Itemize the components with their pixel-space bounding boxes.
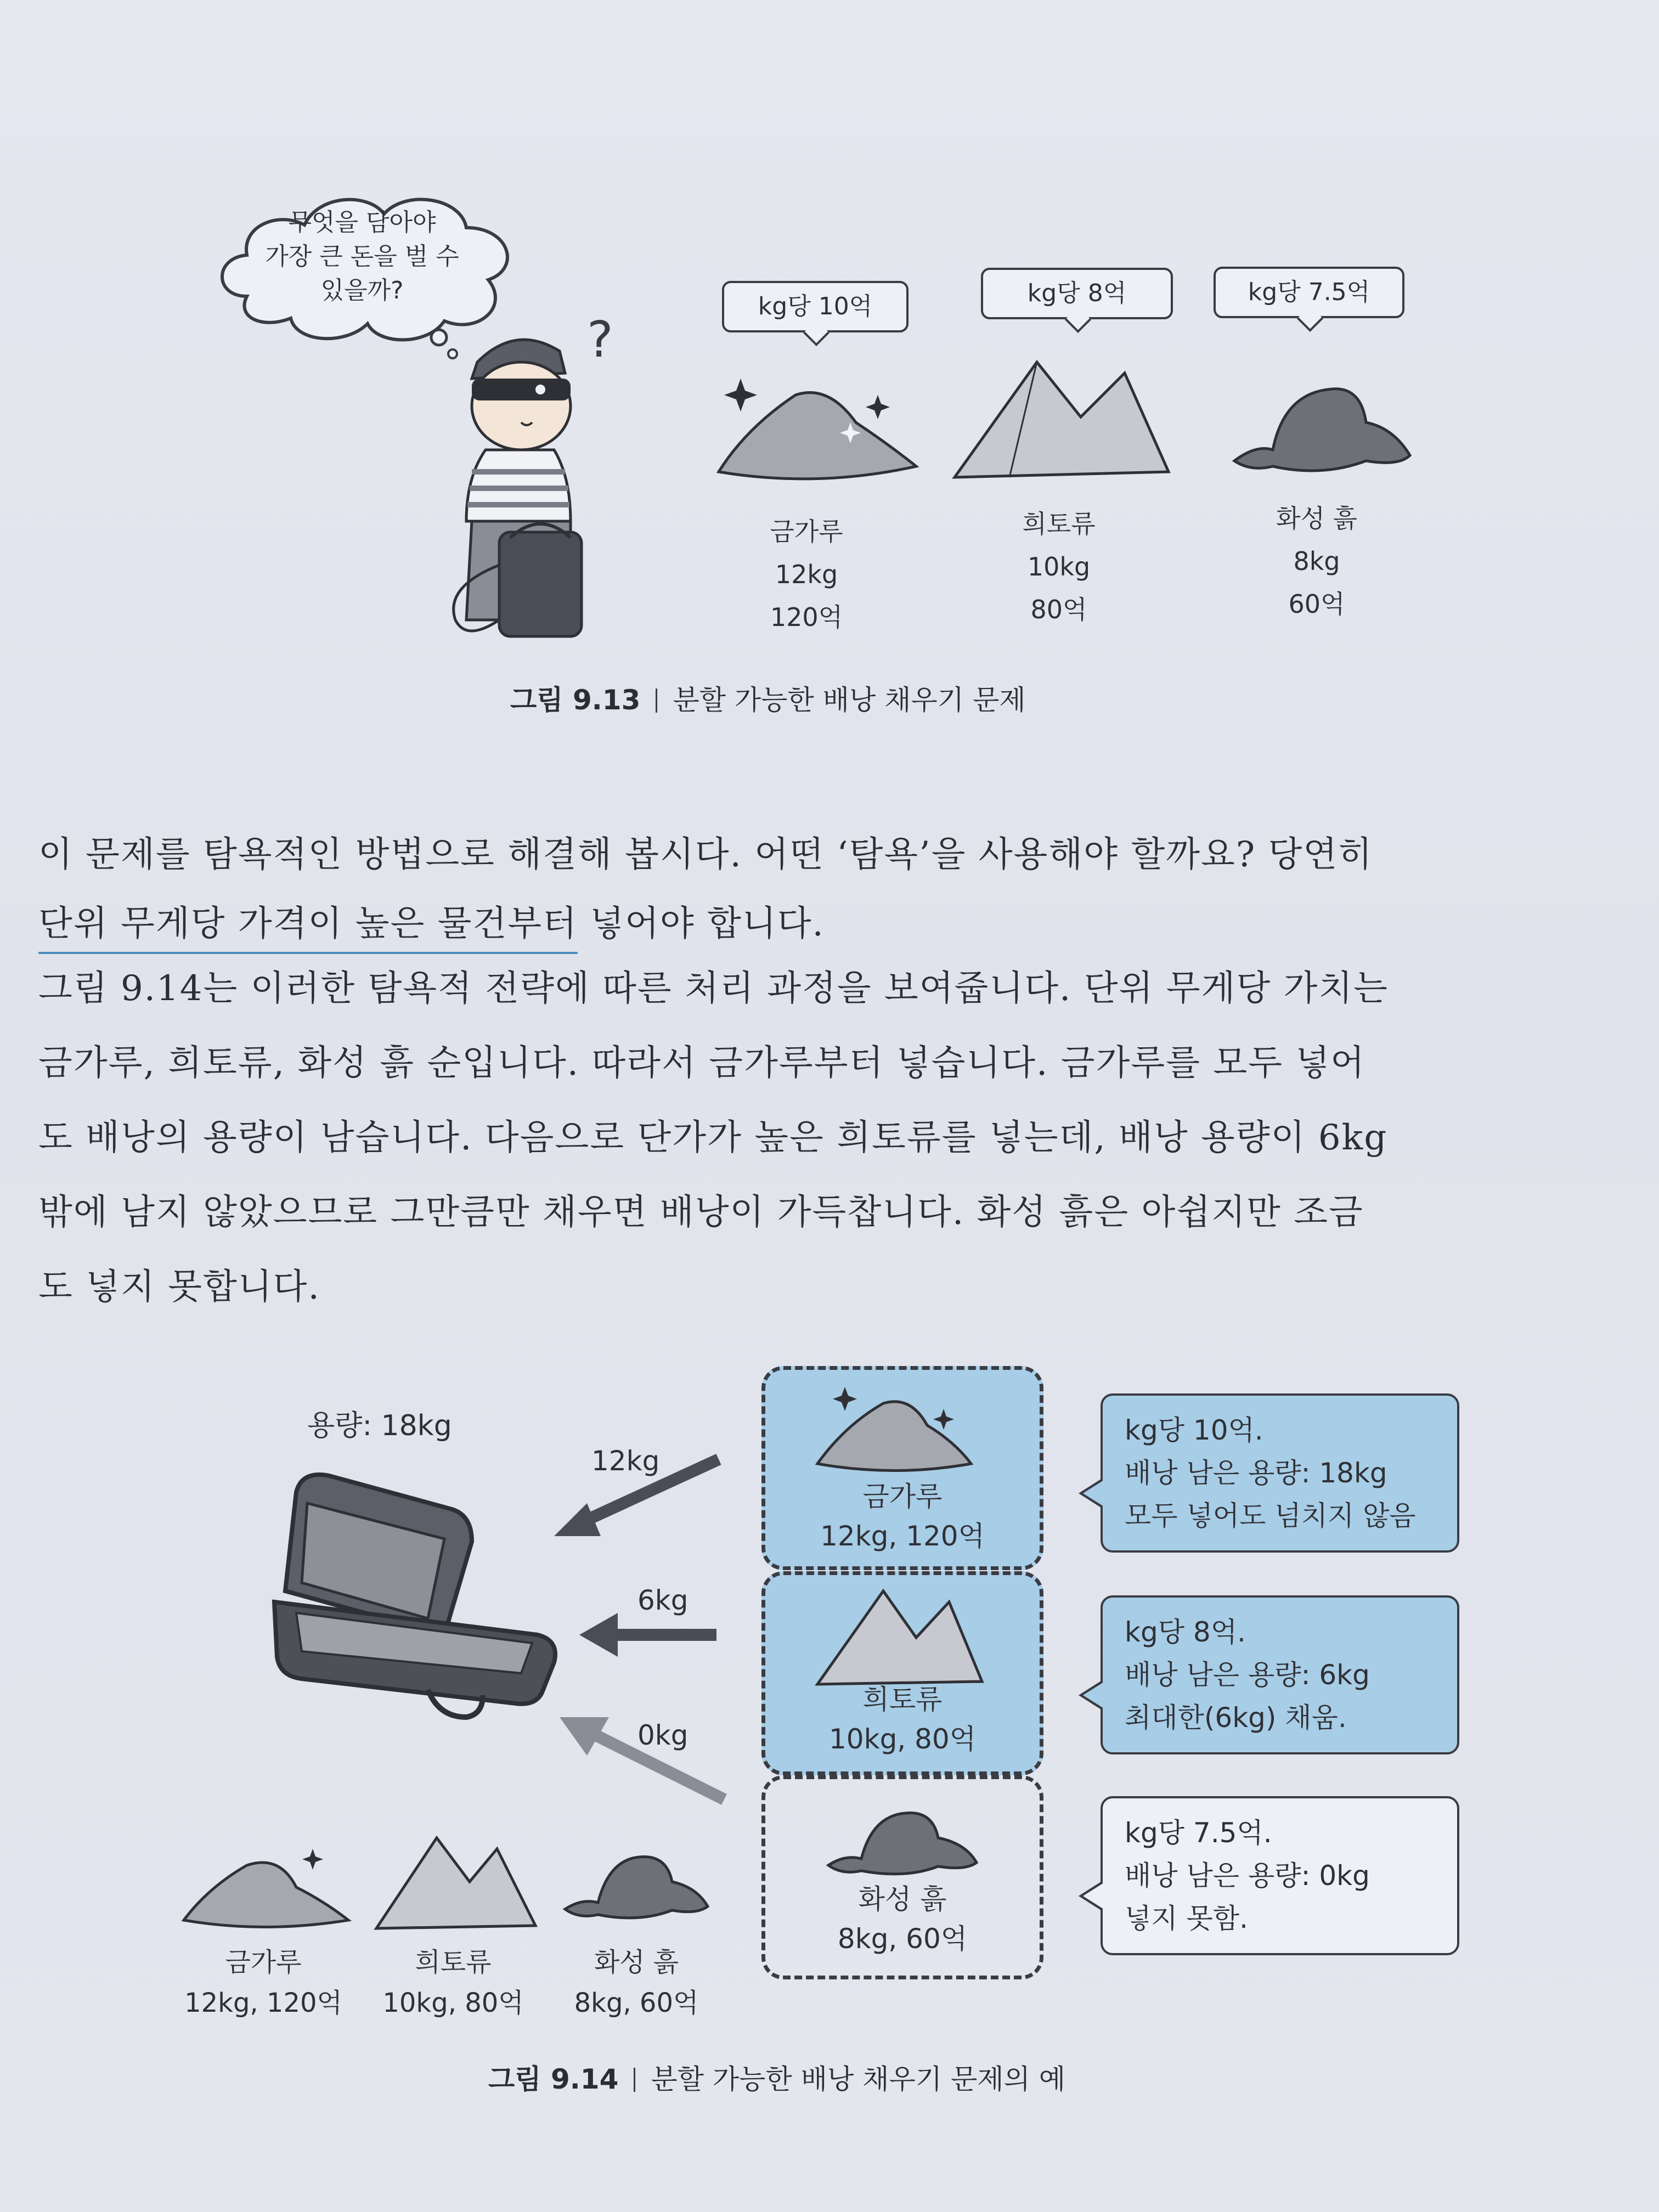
arrow-label-mars-soil: 0kg (637, 1719, 689, 1751)
paragraph-line: 밖에 남지 않았으므로 그만큼만 채우면 배낭이 가득찹니다. 화성 흙은 아쉽지만 조금 (38, 1192, 1364, 1233)
caption-number: 그림 9.14 (488, 2063, 619, 2095)
arrow-label-gold: 12kg (591, 1445, 660, 1477)
paragraph-line: 금가루, 희토류, 화성 흙 순입니다. 따라서 금가루부터 넣습니다. 금가루를 모두 넣어 (38, 1043, 1366, 1084)
figure-caption-914 (488, 2057, 1065, 2097)
mars-soil-icon (823, 1794, 982, 1882)
item-value: 120억 (770, 602, 843, 632)
thought-line: 무엇을 담아야 (288, 208, 436, 236)
note-line: kg당 7.5억. (1125, 1817, 1272, 1849)
bottom-item-detail: 10kg, 80억 (382, 1988, 524, 2018)
price-label: kg당 8억 (1027, 279, 1127, 307)
note-line: 넣지 못함. (1125, 1903, 1248, 1934)
box-item-detail: 8kg, 60억 (837, 1923, 968, 1955)
bottom-item-detail: 12kg, 120억 (184, 1988, 342, 2018)
paragraph-line-2 (38, 895, 1575, 946)
item-name: 희토류 (1022, 509, 1096, 539)
item-value: 60억 (1288, 589, 1345, 619)
underlined-phrase: 단위 무게당 가격이 높은 물건부터 (38, 904, 578, 954)
suitcase-icon (263, 1459, 571, 1734)
rare-earth-icon (944, 351, 1174, 494)
item-value: 80억 (1030, 595, 1087, 624)
gold-powder-icon (812, 1381, 977, 1480)
box-label-mars-soil (765, 1880, 1040, 1959)
thought-line: 가장 큰 돈을 벌 수 (265, 242, 459, 270)
item-mars-soil (1234, 497, 1399, 625)
caption-text: 분할 가능한 배낭 채우기 문제의 예 (651, 2063, 1066, 2095)
gold-powder-icon (708, 362, 927, 499)
note-line: 최대한(6kg) 채움. (1125, 1702, 1347, 1734)
item-weight: 10kg (1027, 552, 1091, 582)
rare-earth-icon (371, 1832, 541, 1937)
bottom-item-name: 금가루 (225, 1947, 302, 1978)
note-rare-earth (1101, 1595, 1459, 1754)
item-weight: 12kg (775, 560, 838, 589)
price-label: kg당 7.5억 (1248, 278, 1370, 306)
item-name: 금가루 (770, 517, 843, 546)
mars-soil-icon (1229, 362, 1415, 483)
paragraph-line: 이 문제를 탐욕적인 방법으로 해결해 봅시다. 어떤 ‘탐욕’을 사용해야 할까요? 당연히 (38, 834, 1373, 875)
note-line: kg당 10억. (1125, 1414, 1263, 1446)
paragraph-line: 도 넣지 못합니다. (38, 1267, 320, 1307)
capacity-label: 용량: 18kg (307, 1409, 452, 1442)
price-tag-rare-earth (981, 268, 1173, 319)
box-item-name: 희토류 (862, 1684, 943, 1716)
arrow-icon (579, 1613, 722, 1657)
thought-text (230, 206, 494, 308)
price-tag-mars-soil (1214, 267, 1404, 318)
caption-separator (634, 2068, 635, 2092)
paragraph-line: 도 배낭의 용량이 남습니다. 다음으로 단가가 높은 희토류를 넣는데, 배낭 용량이 6kg (38, 1118, 1388, 1158)
box-item-detail: 12kg, 120억 (820, 1520, 985, 1552)
paragraph-text: 넣어야 합니다. (577, 904, 825, 944)
note-line: 모두 넣어도 넘치지 않음 (1125, 1500, 1416, 1532)
bottom-item-gold (181, 1942, 346, 2023)
mars-soil-icon (560, 1838, 713, 1926)
note-line: 배낭 남은 용량: 0kg (1125, 1860, 1370, 1892)
box-label-rare-earth (765, 1680, 1040, 1759)
item-gold (724, 510, 889, 639)
rare-earth-icon (812, 1585, 988, 1695)
note-mars-soil (1101, 1796, 1459, 1955)
bottom-item-name: 화성 흙 (594, 1947, 679, 1978)
arrow-label-rare-earth: 6kg (637, 1584, 689, 1616)
box-item-name: 금가루 (862, 1481, 943, 1513)
caption-separator (656, 689, 657, 713)
item-weight: 8kg (1293, 546, 1340, 576)
box-item-name: 화성 흙 (858, 1883, 947, 1915)
item-name: 화성 흙 (1276, 504, 1357, 533)
box-item-detail: 10kg, 80억 (828, 1723, 977, 1755)
thought-line: 있을까? (320, 276, 404, 304)
price-label: kg당 10억 (758, 292, 873, 320)
bottom-item-mars-soil (554, 1942, 719, 2023)
item-rare-earth (977, 503, 1141, 631)
figure-caption-913 (510, 678, 1026, 718)
bottom-item-rare-earth (371, 1942, 535, 2023)
caption-number: 그림 9.13 (510, 684, 641, 716)
note-line: 배낭 남은 용량: 18kg (1125, 1457, 1387, 1489)
bottom-item-name: 희토류 (415, 1947, 492, 1978)
bottom-item-detail: 8kg, 60억 (574, 1988, 699, 2018)
svg-text:?: ? (587, 313, 613, 369)
box-label-gold (765, 1477, 1040, 1556)
caption-text: 분할 가능한 배낭 채우기 문제 (673, 684, 1026, 716)
note-line: 배낭 남은 용량: 6kg (1125, 1659, 1370, 1691)
thief-icon (433, 313, 631, 653)
price-tag-gold (722, 281, 909, 332)
gold-powder-icon (176, 1838, 357, 1937)
note-line: kg당 8억. (1125, 1616, 1246, 1648)
paragraph-line: 그림 9.14는 이러한 탐욕적 전략에 따른 처리 과정을 보여줍니다. 단위 무게당 가치는 (38, 968, 1389, 1009)
note-gold (1101, 1393, 1459, 1553)
